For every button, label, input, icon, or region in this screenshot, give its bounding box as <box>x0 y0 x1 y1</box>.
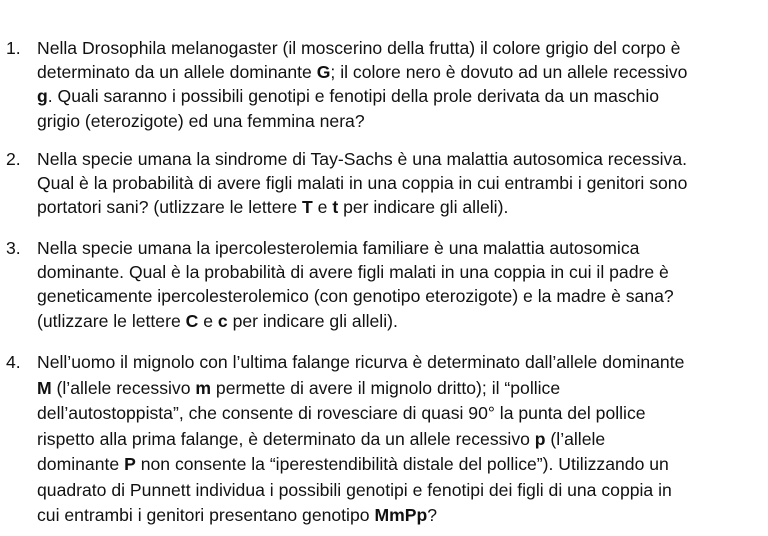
allele-symbol: T <box>302 197 313 218</box>
text-line: Nella specie umana la sindrome di Tay-Sachs è una malattia autosomica recessiva. <box>37 149 687 169</box>
allele-symbol: C <box>185 310 199 331</box>
text-line: quadrato di Punnett individua i possibili genotipi e fenotipi dei figli di una coppia in <box>37 479 672 500</box>
allele-symbol: t <box>332 197 339 218</box>
text-line: Nella Drosophila melanogaster (il moscerino della frutta) il colore grigio del corpo è <box>37 38 681 58</box>
allele-symbol: c <box>217 310 228 331</box>
text-line: M (l’allele recessivo m permette di avere il mignolo dritto); il “pollice <box>37 377 561 398</box>
text-line: g. Quali saranno i possibili genotipi e fenotipi della prole derivata da un maschio <box>37 86 660 107</box>
allele-symbol: M <box>37 377 52 398</box>
allele-symbol: m <box>195 377 212 398</box>
question-3 <box>0 236 768 333</box>
text-line: grigio (eterozigote) ed una femmina nera? <box>37 110 365 131</box>
allele-symbol: p <box>534 428 546 449</box>
allele-symbol: G <box>316 62 331 83</box>
question-1 <box>0 36 768 133</box>
text-line: dominante P non consente la “iperestendibilità distale del pollice”). Utilizzando un <box>37 454 669 474</box>
text-line: Qual è la probabilità di avere figli malati in una coppia in cui entrambi i genitori sono <box>37 173 688 194</box>
allele-symbol: P <box>124 454 136 474</box>
text-line: Nell’uomo il mignolo con l’ultima falange ricurva è determinato dall’allele dominante <box>37 352 685 372</box>
text-line: geneticamente ipercolesterolemico (con genotipo eterozigote) e la madre è sana? <box>37 286 674 307</box>
text-line: cui entrambi i genitori presentano genotipo MmPp? <box>37 505 438 525</box>
text-line: (utlizzare le lettere C e c per indicare gli alleli). <box>37 310 398 331</box>
text-line: dominante. Qual è la probabilità di avere figli malati in una coppia in cui il padre è <box>37 262 669 283</box>
question-2 <box>0 147 768 220</box>
text-line: dell’autostoppista”, che consente di rovesciare di quasi 90° la punta del pollice <box>37 403 646 423</box>
text-line: rispetto alla prima falange, è determinato da un allele recessivo p (l’allele <box>37 428 606 449</box>
question-number: 2. <box>6 149 21 169</box>
text-line: portatori sani? (utlizzare le lettere T e t per indicare gli alleli). <box>37 197 509 218</box>
allele-symbol: g <box>37 86 48 107</box>
text-line: determinato da un allele dominante G; il colore nero è dovuto ad un allele recessivo <box>37 62 688 83</box>
genotype-symbol: MmPp <box>374 505 428 525</box>
question-number: 4. <box>6 352 21 372</box>
question-number: 1. <box>6 38 21 58</box>
question-4 <box>0 350 768 529</box>
question-number: 3. <box>6 238 21 258</box>
text-line: Nella specie umana la ipercolesterolemia familiare è una malattia autosomica <box>37 238 640 258</box>
